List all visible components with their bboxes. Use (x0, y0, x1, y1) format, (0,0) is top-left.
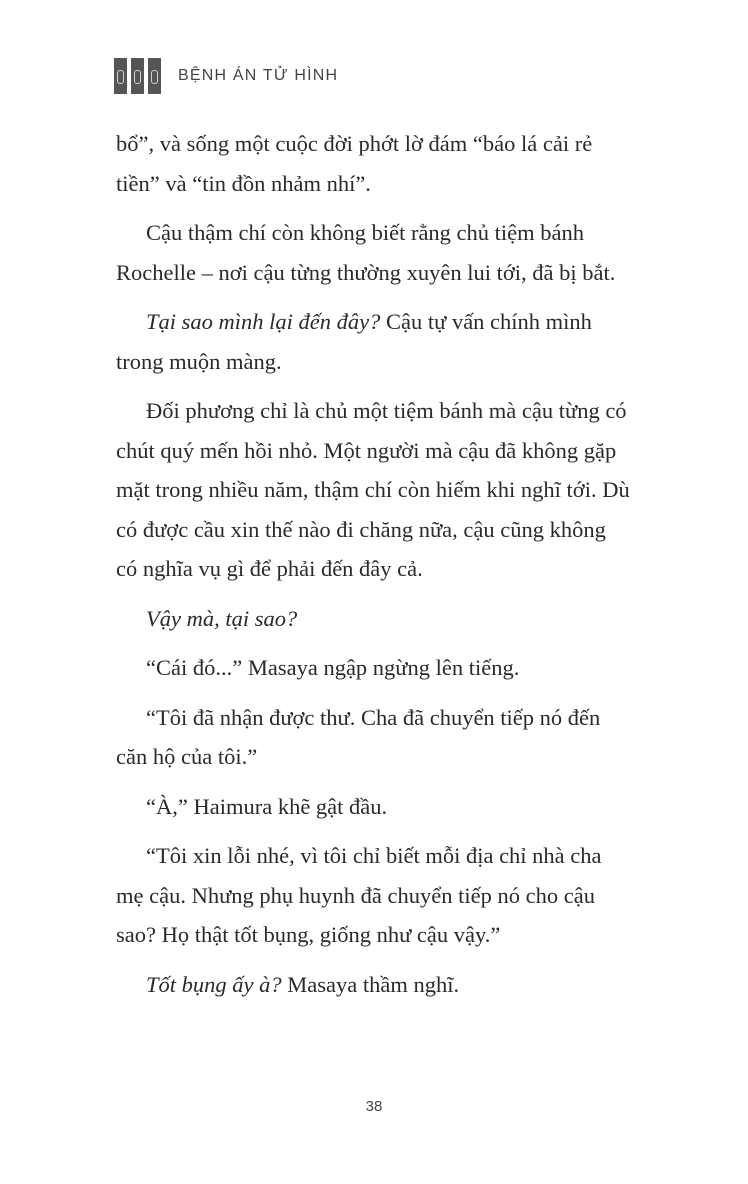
paragraph: “Tôi đã nhận được thư. Cha đã chuyển tiếp nó đến căn hộ của tôi.” (116, 704, 601, 769)
page-header (114, 58, 338, 94)
italic-thought: Tốt bụng ấy à? (146, 971, 282, 997)
italic-thought: Tại sao mình lại đến đây? (146, 309, 381, 334)
paragraph: Tốt bụng ấy à? Masaya thầm nghĩ. (146, 971, 460, 997)
page-number: 38 (365, 1098, 383, 1115)
paragraph: Cậu thậm chí còn không biết rằng chủ tiệm bánh Rochelle – nơi cậu từng thường xuyên lui tới, đã bị bắt. (116, 220, 616, 285)
paragraph: “Tôi xin lỗi nhé, vì tôi chỉ biết mỗi địa chỉ nhà cha mẹ cậu. Nhưng phụ huynh đã chuyển tiếp nó cho cậu sao? Họ thật tốt bụng, giống như cậu vậy.” (116, 843, 602, 947)
paragraph: Tại sao mình lại đến đây? Cậu tự vấn chính mình trong muộn màng. (116, 309, 592, 374)
italic-thought: Vậy mà, tại sao? (146, 605, 298, 631)
running-title: BỆNH ÁN TỬ HÌNH (178, 67, 339, 84)
paragraph: Đối phương chỉ là chủ một tiệm bánh mà cậu từng có chút quý mến hồi nhỏ. Một người mà cậu đã không gặp mặt trong nhiều năm, thậm chí còn hiếm khi nghĩ tới. Dù có được cầu xin thế nào đi chăng nữa, cậu cũng không có nghĩa vụ gì để phải đến đây cả. (116, 398, 630, 581)
paragraph (116, 599, 632, 639)
paragraph: “Cái đó...” Masaya ngập ngừng lên tiếng. (146, 655, 520, 680)
book-series-logo-icon (114, 58, 161, 94)
body-text (116, 124, 632, 1014)
paragraph: “À,” Haimura khẽ gật đầu. (146, 793, 388, 819)
paragraph: bổ”, và sống một cuộc đời phớt lờ đám “báo lá cải rẻ tiền” và “tin đồn nhảm nhí”. (116, 131, 593, 196)
